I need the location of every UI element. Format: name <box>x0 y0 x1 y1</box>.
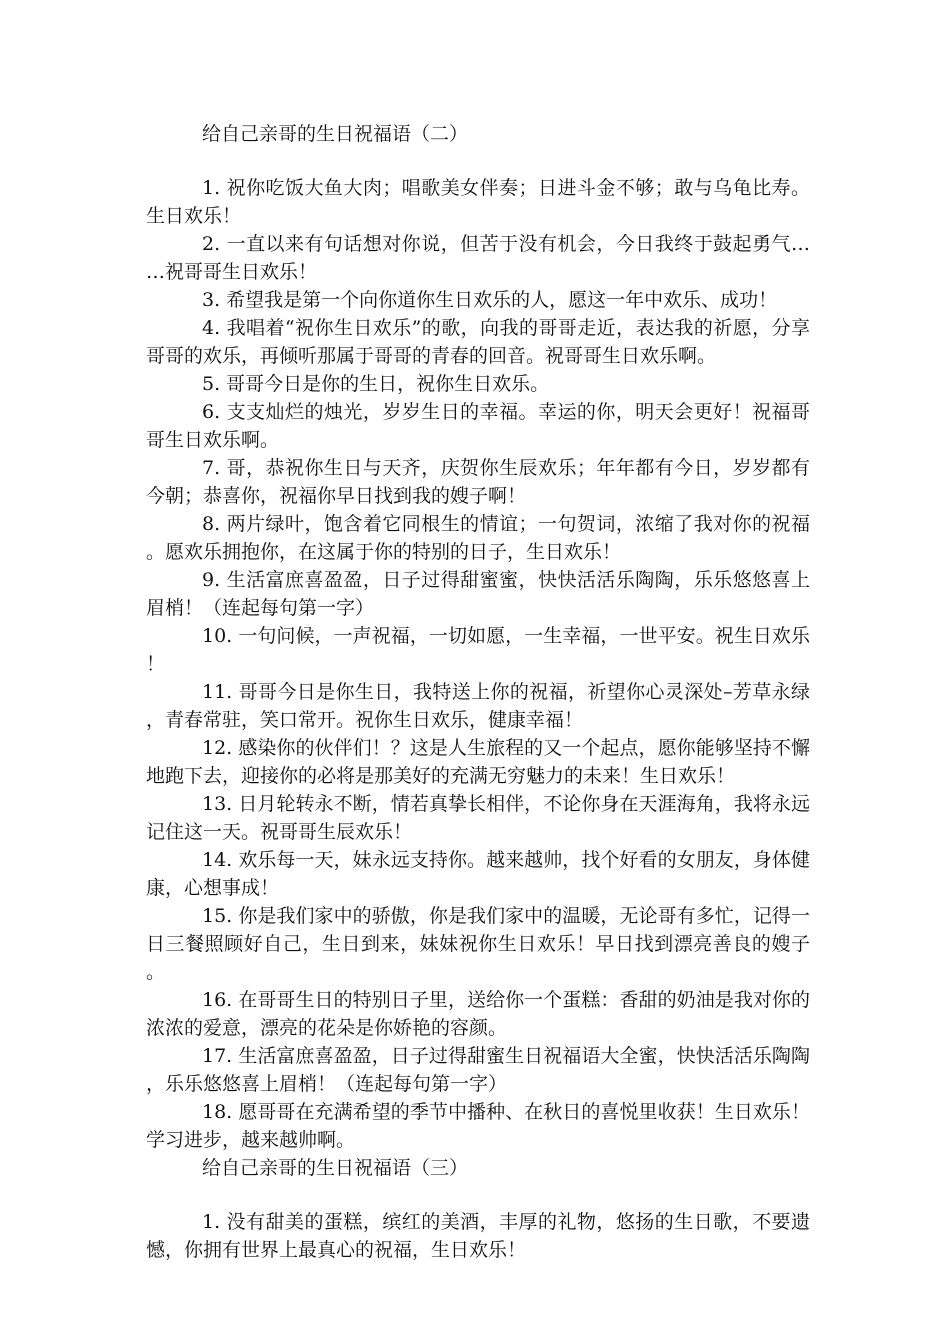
wish-item-11: 11. 哥哥今日是你生日，我特送上你的祝福，祈望你心灵深处–芳草永绿，青春常驻，笑口常开。祝你生日欢乐，健康幸福！ <box>146 681 810 731</box>
wish-list-3 <box>146 1208 810 1264</box>
wish-item-15: 15. 你是我们家中的骄傲，你是我们家中的温暖，无论哥有多忙，记得一日三餐照顾好自己，生日到来，妹妹祝你生日欢乐！早日找到漂亮善良的嫂子。 <box>146 905 810 983</box>
wish-item-10: 10. 一句问候，一声祝福，一切如愿，一生幸福，一世平安。祝生日欢乐！ <box>146 625 810 675</box>
section-title-2: 给自己亲哥的生日祝福语（二） <box>202 123 469 145</box>
wish-item-9: 9. 生活富庶喜盈盈，日子过得甜蜜蜜，快快活活乐陶陶，乐乐悠悠喜上眉梢！（连起每句第一字） <box>146 569 810 619</box>
wish-item-8: 8. 两片绿叶，饱含着它同根生的情谊；一句贺词，浓缩了我对你的祝福。愿欢乐拥抱你，在这属于你的特别的日子，生日欢乐！ <box>146 513 810 563</box>
wish-item-5: 5. 哥哥今日是你的生日，祝你生日欢乐。 <box>202 373 550 395</box>
wish-item-12: 12. 感染你的伙伴们！？这是人生旅程的又一个起点，愿你能够坚持不懈地跑下去，迎接你的必将是那美好的充满无穷魅力的未来！生日欢乐！ <box>146 737 810 787</box>
wish-item-2: 2. 一直以来有句话想对你说，但苦于没有机会，今日我终于鼓起勇气……祝哥哥生日欢乐！ <box>146 233 810 283</box>
wish-list-2 <box>146 174 810 1154</box>
wish-item-17: 17. 生活富庶喜盈盈，日子过得甜蜜生日祝福语大全蜜，快快活活乐陶陶，乐乐悠悠喜上眉梢！（连起每句第一字） <box>146 1045 810 1095</box>
wish-item-6: 6. 支支灿烂的烛光，岁岁生日的幸福。幸运的你，明天会更好！祝福哥哥生日欢乐啊。 <box>146 401 810 451</box>
wish-item-1: 1. 祝你吃饭大鱼大肉；唱歌美女伴奏；日进斗金不够；敢与乌龟比寿。生日欢乐！ <box>146 177 810 227</box>
spacer <box>146 148 810 174</box>
spacer <box>146 1182 810 1208</box>
wish-item-14: 14. 欢乐每一天，妹永远支持你。越来越帅，找个好看的女朋友，身体健康，心想事成！ <box>146 849 810 899</box>
wish-item-13: 13. 日月轮转永不断，情若真挚长相伴，不论你身在天涯海角，我将永远记住这一天。祝哥哥生辰欢乐！ <box>146 793 810 843</box>
wish-item-16: 16. 在哥哥生日的特别日子里，送给你一个蛋糕：香甜的奶油是我对你的浓浓的爱意，漂亮的花朵是你娇艳的容颜。 <box>146 989 810 1039</box>
wish-item-4: 4. 我唱着“祝你生日欢乐”的歌，向我的哥哥走近，表达我的祈愿，分享哥哥的欢乐，再倾听那属于哥哥的青春的回音。祝哥哥生日欢乐啊。 <box>146 317 810 367</box>
document-page <box>146 120 810 1264</box>
wish-item-1: 1. 没有甜美的蛋糕，缤红的美酒，丰厚的礼物，悠扬的生日歌，不要遗憾，你拥有世界上最真心的祝福，生日欢乐！ <box>146 1211 810 1261</box>
section-title-3: 给自己亲哥的生日祝福语（三） <box>202 1157 469 1179</box>
wish-item-3: 3. 希望我是第一个向你道你生日欢乐的人，愿这一年中欢乐、成功！ <box>202 289 778 311</box>
wish-item-18: 18. 愿哥哥在充满希望的季节中播种、在秋日的喜悦里收获！生日欢乐！学习进步，越来越帅啊。 <box>146 1101 810 1151</box>
wish-item-7: 7. 哥，恭祝你生日与天齐，庆贺你生辰欢乐；年年都有今日，岁岁都有今朝；恭喜你，祝福你早日找到我的嫂子啊！ <box>146 457 810 507</box>
